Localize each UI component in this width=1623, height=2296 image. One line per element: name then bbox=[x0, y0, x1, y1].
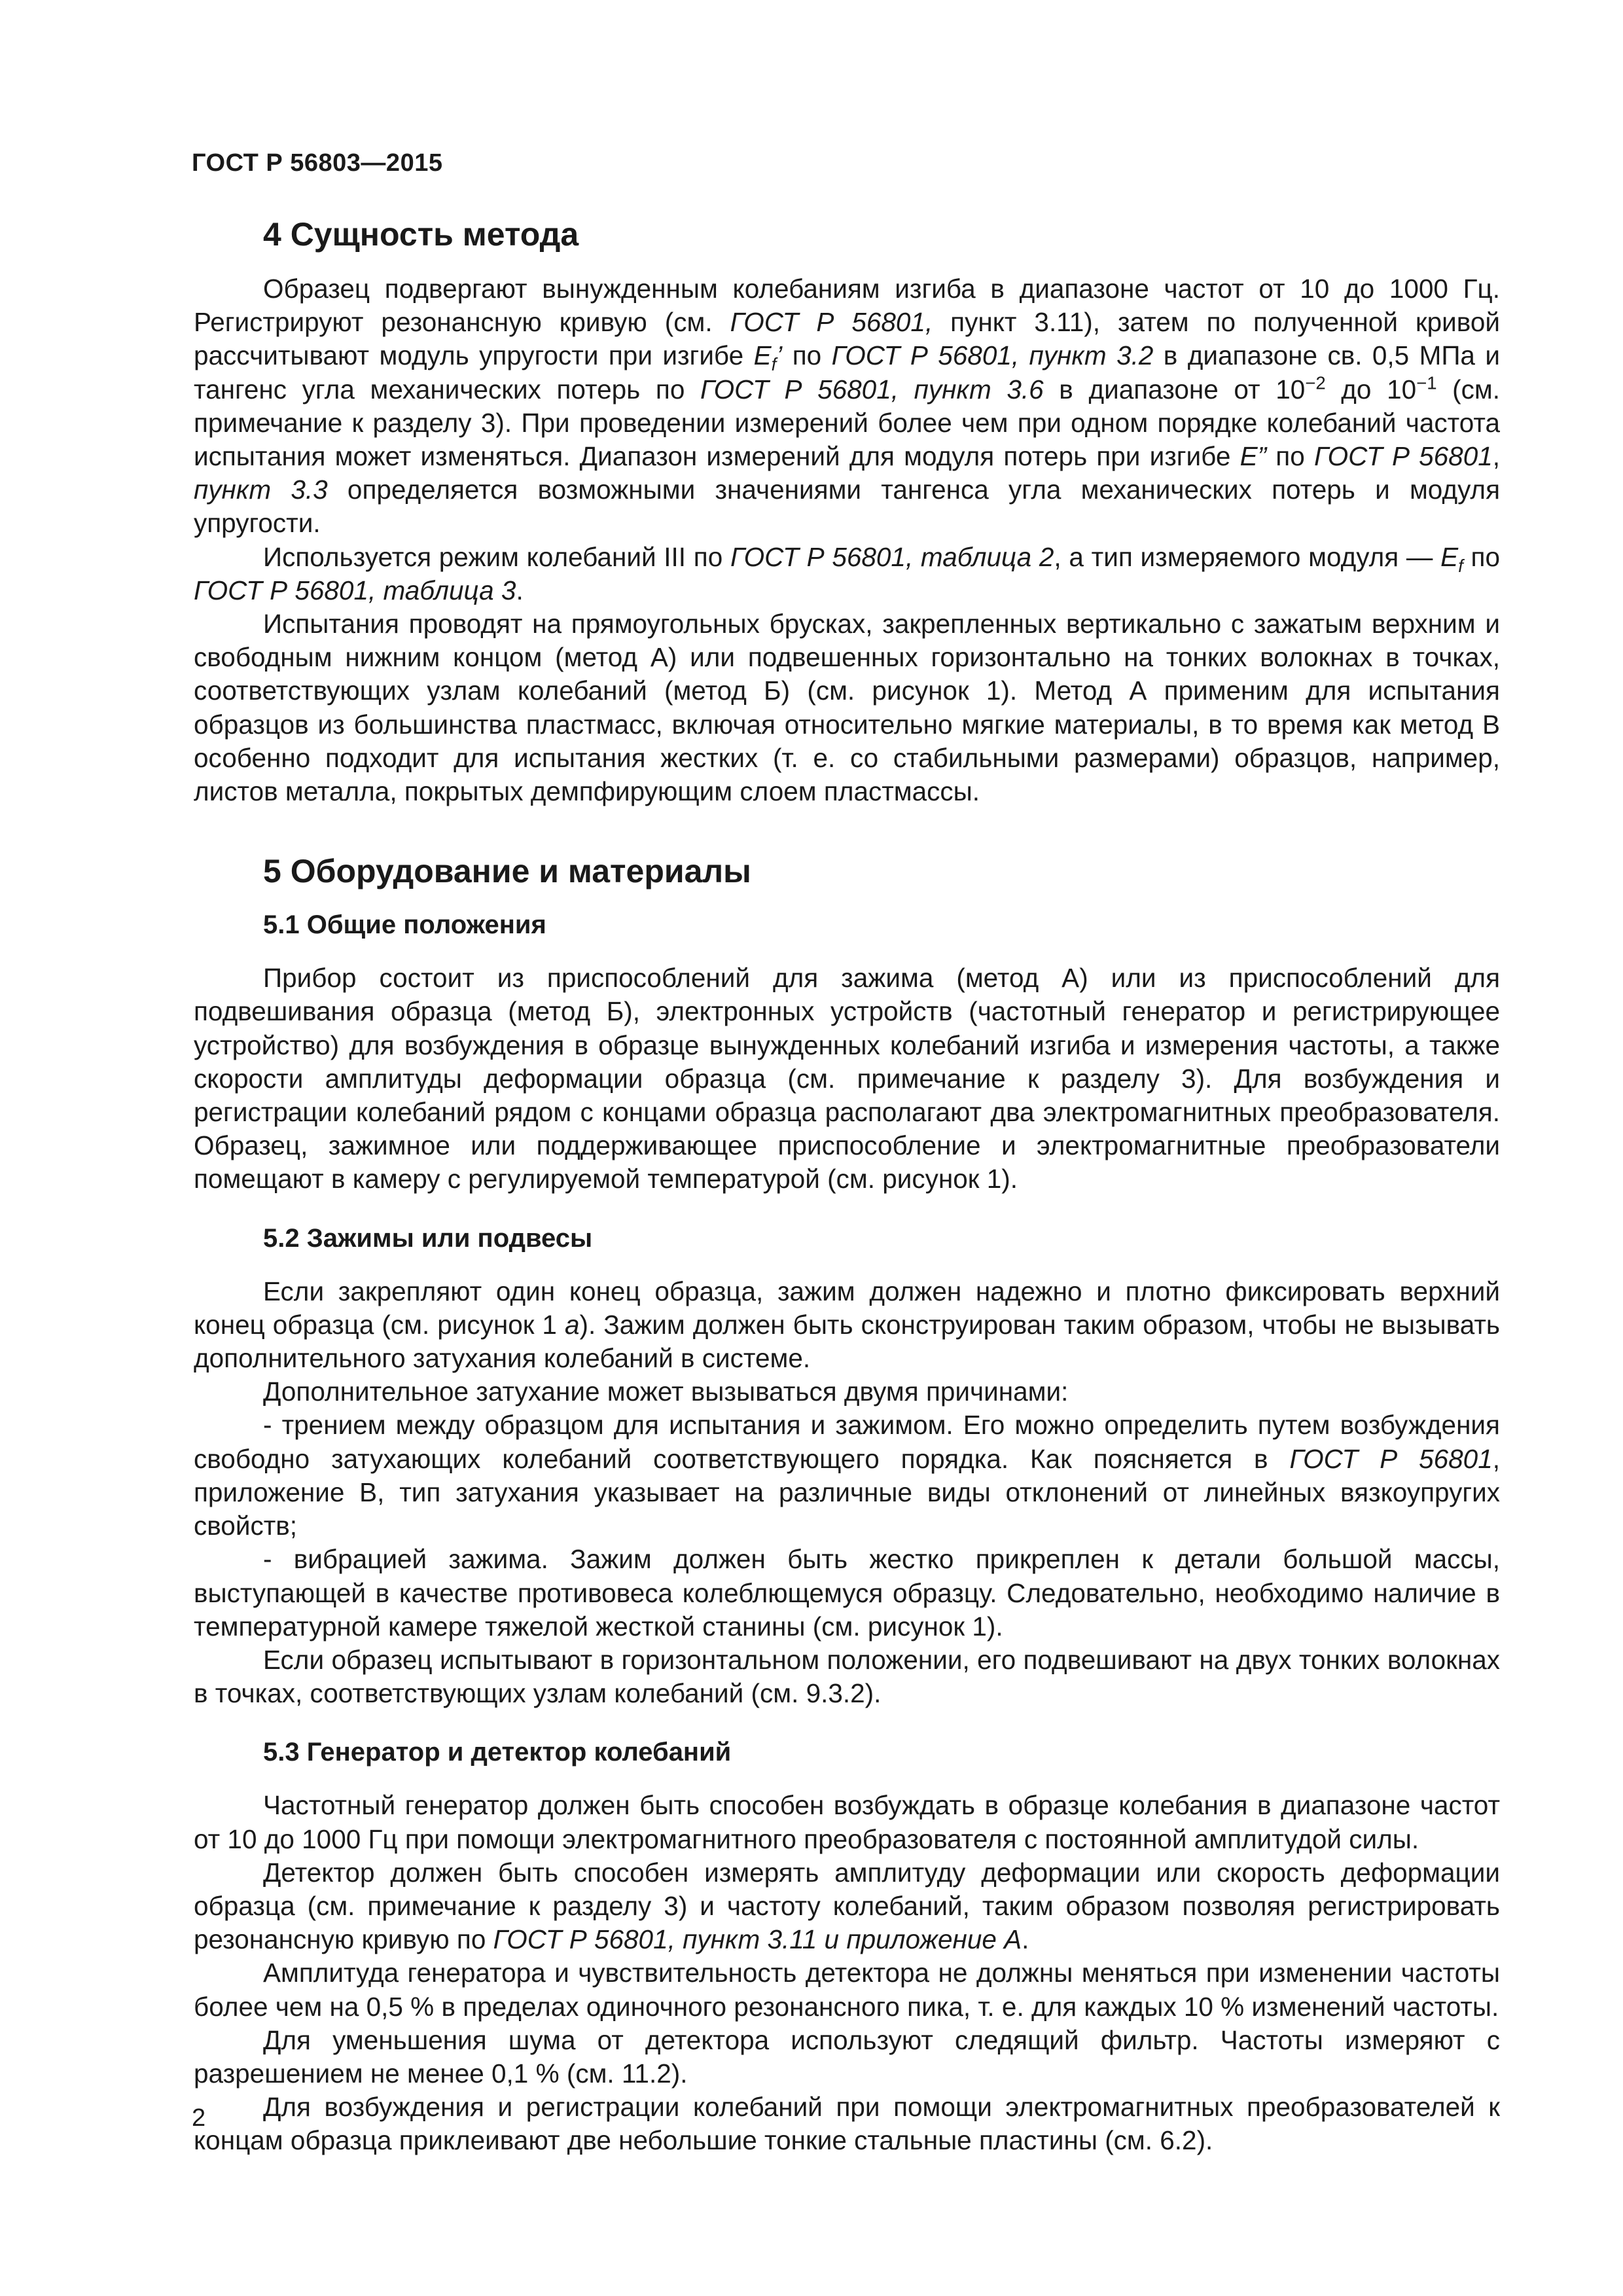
subsection-5-2-paragraph-2: Дополнительное затухание может вызываться двумя причинами: bbox=[263, 1376, 1069, 1407]
subsection-5-3-paragraph-5: Для возбуждения и регистрации колебаний при помощи электромагнитных преобразователей к концам образца приклеивают две небольшие тонкие стальные пластины (см. 6.2). bbox=[194, 2092, 1500, 2156]
reference: ГОСТ Р 56801 bbox=[1289, 1443, 1493, 1474]
subsection-5-2-paragraph-3: - трением между образцом для испытания и зажимом. Его можно определить путем возбуждения свободно затухающих колебаний соответствующего порядка. Как поясняется в ГОСТ Р 56801, приложение В, тип затухания указывает на различные виды отклонений от линейных вязкоупругих свойств; bbox=[194, 1410, 1500, 1541]
reference: ГОСТ Р 56801, таблица 2 bbox=[730, 541, 1054, 572]
reference: ГОСТ Р 56801, пункт 3.6 bbox=[700, 374, 1044, 404]
section-4-paragraph-3: Испытания проводят на прямоугольных брусках, закрепленных вертикально с зажатым верхним и свободным нижним концом (метод А) или подвешенных горизонтально на тонких волокнах в точках, соответствующих узлам колебаний (метод Б) (см. рисунок 1). Метод А применим для испытания образцов из большинства пластмасс, включая относительно мягкие материалы, в то время как метод В особенно подходит для испытания жестких (т. е. со стабильными размерами) образцов, например, листов металла, покрытых демпфирующим слоем пластмассы. bbox=[194, 609, 1500, 807]
subsection-5-3-paragraph-1: Частотный генератор должен быть способен возбуждать в образце колебания в диапазоне частот от 10 до 1000 Гц при помощи электромагнитного преобразователя с постоянной амплитудой силы. bbox=[194, 1790, 1500, 1854]
subsection-5-3-title: 5.3 Генератор и детектор колебаний bbox=[263, 1738, 732, 1767]
section-4-paragraph-2: Используется режим колебаний III по ГОСТ Р 56801, таблица 2, а тип измеряемого модуля — $E_f$ по ГОСТ Р 56801, таблица 3. bbox=[194, 541, 1500, 605]
subsection-5-1-title: 5.1 Общие положения bbox=[263, 910, 546, 940]
subsection-5-3-paragraph-4: Для уменьшения шума от детектора используют следящий фильтр. Частоты измеряют с разрешением не менее 0,1 % (см. 11.2). bbox=[194, 2024, 1500, 2089]
subsection-5-2-title: 5.2 Зажимы или подвесы bbox=[263, 1223, 593, 1253]
reference: ГОСТ Р 56801, таблица 3 bbox=[194, 575, 516, 605]
reference: ГОСТ Р 56801, bbox=[730, 307, 933, 338]
subsection-5-1-paragraph: Прибор состоит из приспособлений для зажима (метод А) или из приспособлений для подвешивания образца (метод Б), электронных устройств (частотный генератор и регистрирующее устройство) для возбуждения в образце вынужденных колебаний изгиба и измерения частоты, а также скорости амплитуды деформации образца (см. примечание к разделу 3). Для возбуждения и регистрации колебаний рядом с концами образца располагают два электромагнитных преобразователя. Образец, зажимное или поддерживающее приспособление и электромагнитные преобразователи помещают в камеру с регулируемой температурой (см. рисунок 1). bbox=[194, 963, 1500, 1194]
document-header: ГОСТ Р 56803—2015 bbox=[192, 149, 443, 177]
reference: ГОСТ Р 56801, пункт 3.2 bbox=[831, 340, 1154, 371]
reference: ГОСТ Р 56801, пункт 3.11 и приложение А bbox=[493, 1924, 1022, 1955]
section-4-title: 4 Сущность метода bbox=[263, 216, 579, 253]
subsection-5-2-paragraph-5: Если образец испытывают в горизонтальном положении, его подвешивают на двух тонких волокнах в точках, соответствующих узлам колебаний (см. 9.3.2). bbox=[194, 1644, 1500, 1709]
reference: ГОСТ Р 56801 bbox=[1313, 441, 1493, 472]
subsection-5-2-paragraph-4: - вибрацией зажима. Зажим должен быть жестко прикреплен к детали большой массы, выступающей в качестве противовеса колеблющемуся образцу. Следовательно, необходимо наличие в температурной камере тяжелой жесткой станины (см. рисунок 1). bbox=[194, 1544, 1500, 1641]
document-body bbox=[194, 215, 1500, 2158]
section-4-paragraph-1: Образец подвергают вынужденным колебаниям изгиба в диапазоне частот от 10 до 1000 Гц. Регистрируют резонансную кривую (см. ГОСТ Р 56801, пункт 3.11), затем по полученной кривой рассчитывают модуль упругости при изгибе $E_f$’ по ГОСТ Р 56801, пункт 3.2 в диапазоне св. 0,5 МПа и тангенс угла механических потерь по ГОСТ Р 56801, пункт 3.6 в диапазоне от $10^{-2}$ до $10^{-1}$ (см. примечание к разделу 3). При проведении измерений более чем при одном порядке колебаний частота испытания может изменяться. Диапазон измерений для модуля потерь при изгибе E” по ГОСТ Р 56801, пункт 3.3 определяется возможными значениями тангенса угла механических потерь и модуля упругости. bbox=[194, 274, 1501, 539]
subsection-5-3-paragraph-2: Детектор должен быть способен измерять амплитуду деформации или скорость деформации образца (см. примечание к разделу 3) и частоту колебаний, таким образом позволяя регистрировать резонансную кривую по ГОСТ Р 56801, пункт 3.11 и приложение А. bbox=[194, 1857, 1500, 1955]
page-number: 2 bbox=[192, 2104, 206, 2132]
section-5-title: 5 Оборудование и материалы bbox=[263, 853, 751, 890]
subsection-5-3-paragraph-3: Амплитуда генератора и чувствительность детектора не должны меняться при изменении частоты более чем на 0,5 % в пределах одиночного резонансного пика, т. е. для каждых 10 % изменений частоты. bbox=[194, 1958, 1500, 2022]
subsection-5-2-paragraph-1: Если закрепляют один конец образца, зажим должен надежно и плотно фиксировать верхний конец образца (см. рисунок 1 а). Зажим должен быть сконструирован таким образом, чтобы не вызывать дополнительного затухания колебаний в системе. bbox=[194, 1276, 1500, 1374]
